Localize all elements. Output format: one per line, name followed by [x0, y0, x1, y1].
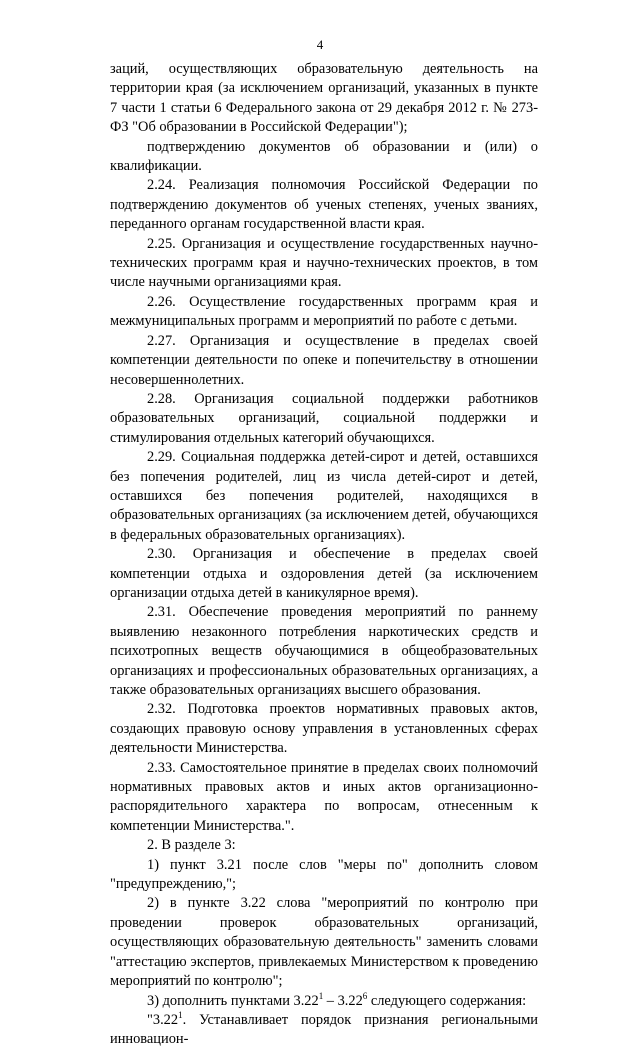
paragraph: 2. В разделе 3:	[147, 837, 236, 854]
paragraph: 2.33. Самостоятельное принятие в пределах своих полномочий нормативных правовых актов и иных актов организационно-распорядительного характера по вопросам, отнесенным к компетенции Министерства.".	[110, 759, 538, 834]
paragraph-add-items	[110, 992, 538, 1011]
page-number: 4	[316, 37, 324, 52]
paragraph: 2.29. Социальная поддержка детей-сирот и детей, оставшихся без попечения родителей, лиц из числа детей-сирот и детей, оставшихся без попечения родителей, находящихся в образовательных организациях (за исключением детей, обучающихся в федеральных образовательных организациях).	[110, 449, 538, 543]
paragraph: 2.30. Организация и обеспечение в пределах своей компетенции отдыха и оздоровления детей (за исключением организации отдыха детей в каникулярное время).	[110, 546, 538, 601]
paragraph: 2.26. Осуществление государственных программ края и межмуниципальных программ и мероприятий по работе с детьми.	[110, 293, 538, 330]
paragraph-add-items-middle: – 3.22	[323, 992, 363, 1009]
paragraph: 2) в пункте 3.22 слова "мероприятий по контролю при проведении проверок образовательных организаций, осуществляющих образовательную деятельность" заменить словами "аттестацию экспертов, привлекаемых Министерством к проведению мероприятий по контролю";	[110, 895, 538, 990]
paragraph-item-3-22-1-after: . Устанавливает порядок признания региональными инновацион-	[110, 1011, 538, 1048]
paragraph-item-3-22-1-before: "3.22	[147, 1011, 179, 1028]
paragraph-add-items-before: 3) дополнить пунктами 3.22	[147, 992, 319, 1009]
document-body	[110, 60, 538, 1050]
paragraph: заций, осуществляющих образовательную деятельность на территории края (за исключением организаций, указанных в пункте 7 части 1 статьи 6 Федерального закона от 29 декабря 2012 г. № 273-ФЗ "Об образовании в Российской Федерации");	[110, 61, 538, 136]
paragraph-list	[110, 60, 538, 992]
paragraph: подтверждению документов об образовании и (или) о квалификации.	[110, 138, 538, 175]
paragraph: 2.28. Организация социальной поддержки работников образовательных организаций, социальной поддержки и стимулирования отдельных категорий обучающихся.	[110, 390, 538, 446]
paragraph: 2.24. Реализация полномочия Российской Федерации по подтверждению документов об ученых степенях, ученых званиях, переданного органам государственной власти края.	[110, 177, 538, 233]
paragraph: 2.27. Организация и осуществление в пределах своей компетенции деятельности по опеке и попечительству в отношении несовершеннолетних.	[110, 332, 538, 388]
paragraph-add-items-after: следующего содержания:	[367, 992, 527, 1009]
superscript-1: 1	[318, 990, 324, 1001]
paragraph: 2.32. Подготовка проектов нормативных правовых актов, создающих правовую основу управления в установленных сферах деятельности Министерства.	[110, 701, 538, 757]
paragraph: 2.31. Обеспечение проведения мероприятий по раннему выявлению незаконного потребления наркотических средств и психотропных веществ обучающимися в общеобразовательных организациях и профессиональных образовательных организациях, а также образовательных организациях высшего образования.	[110, 604, 538, 698]
superscript-6: 6	[362, 990, 368, 1001]
paragraph: 2.25. Организация и осуществление государственных научно-технических программ края и научно-технических проектов, в том числе научными организациями края.	[110, 235, 538, 291]
paragraph-item-3-22-1	[110, 1011, 538, 1050]
paragraph: 1) пункт 3.21 после слов "меры по" дополнить словом "предупреждению,";	[110, 856, 538, 893]
superscript-1-item: 1	[178, 1010, 183, 1021]
